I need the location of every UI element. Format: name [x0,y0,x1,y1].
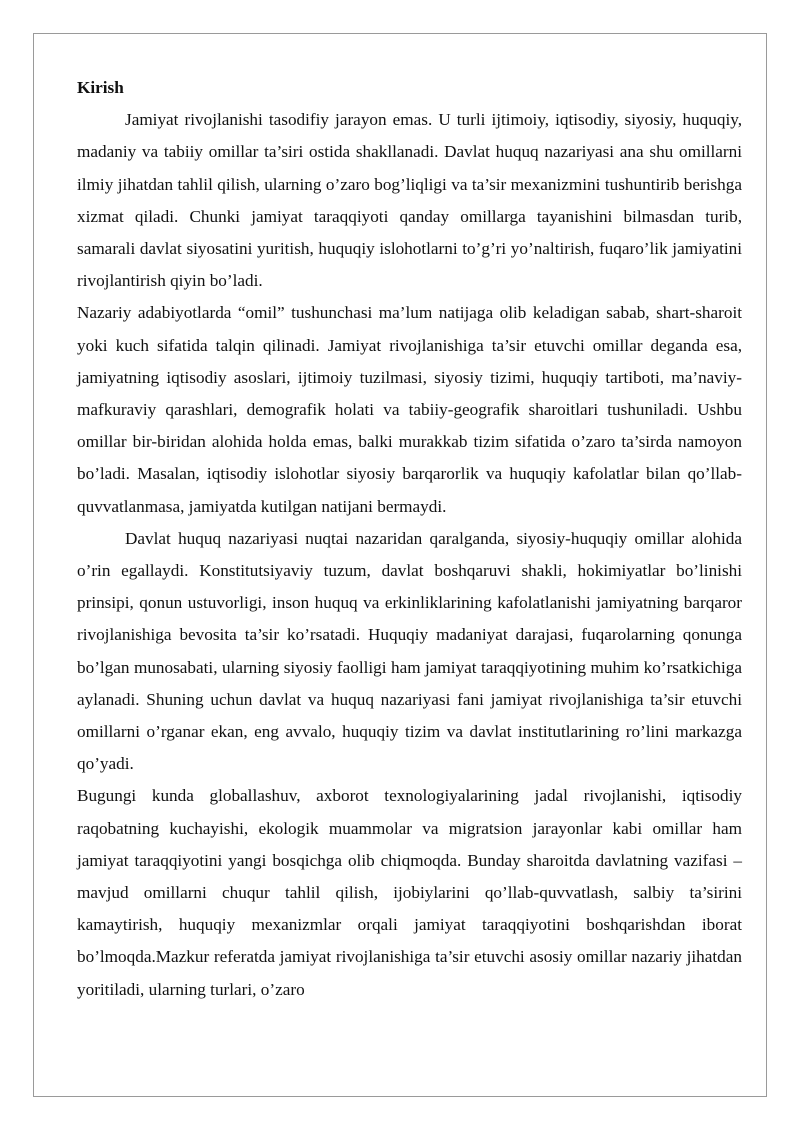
paragraph-4: Bugungi kunda globallashuv, axborot texnologiyalarining jadal rivojlanishi, iqtisodiy raqobatning kuchayishi, ekologik muammolar va migratsion jarayonlar kabi omillar ham jamiyat taraqqiyotini yangi bosqichga olib chiqmoqda. Bunday sharoitda davlatning vazifasi – mavjud omillarni chuqur tahlil qilish, ijobiylarini qo’llab-quvvatlash, salbiy ta’sirini kamaytirish, huquqiy mexanizmlar orqali jamiyat taraqqiyotini boshqarishdan iborat bo’lmoqda.Mazkur referatda jamiyat rivojlanishiga ta’sir etuvchi asosiy omillar nazariy jihatdan yoritiladi, ularning turlari, o’zaro [77,786,742,999]
section-heading: Kirish [77,78,124,97]
paragraph-1: Jamiyat rivojlanishi tasodifiy jarayon emas. U turli ijtimoiy, iqtisodiy, siyosiy, huquqiy, madaniy va tabiiy omillar ta’siri ostida shakllanadi. Davlat huquq nazariyasi ana shu omillarni ilmiy jihatdan tahlil qilish, ularning o’zaro bog’liqligi va ta’sir mexanizmini tushuntirib berishga xizmat qiladi. Chunki jamiyat taraqqiyoti qanday omillarga tayanishini bilmasdan turib, samarali davlat siyosatini yuritish, huquqiy islohotlarni to’g’ri yo’naltirish, fuqaro’lik jamiyatini rivojlantirish qiyin bo’ladi. [77,110,742,291]
document-body [77,72,742,1006]
paragraph-3: Davlat huquq nazariyasi nuqtai nazaridan qaralganda, siyosiy-huquqiy omillar alohida o’rin egallaydi. Konstitutsiyaviy tuzum, davlat boshqaruvi shakli, hokimiyatlar bo’linishi prinsipi, qonun ustuvorligi, inson huquq va erkinliklarining kafolatlanishi jamiyatning barqaror rivojlanishiga bevosita ta’sir ko’rsatadi. Huquqiy madaniyat darajasi, fuqarolarning qonunga bo’lgan munosabati, ularning siyosiy faolligi ham jamiyat taraqqiyotining muhim ko’rsatkichiga aylanadi. Shuning uchun davlat va huquq nazariyasi fani jamiyat rivojlanishiga ta’sir etuvchi omillarni o’rganar ekan, eng avvalo, huquqiy tizim va davlat institutlarining ro’lini markazga qo’yadi. [77,528,742,774]
paragraph-2: Nazariy adabiyotlarda “omil” tushunchasi ma’lum natijaga olib keladigan sabab, shart-sharoit yoki kuch sifatida talqin qilinadi. Jamiyat rivojlanishiga ta’sir etuvchi omillar deganda esa, jamiyatning iqtisodiy asoslari, ijtimoiy tuzilmasi, siyosiy tizimi, huquqiy tartiboti, ma’naviy-mafkuraviy qarashlari, demografik holati va tabiiy-geografik sharoitlari tushuniladi. Ushbu omillar bir-biridan alohida holda emas, balki murakkab tizim sifatida o’zaro ta’sirda namoyon bo’ladi. Masalan, iqtisodiy islohotlar siyosiy barqarorlik va huquqiy kafolatlar bilan qo’llab-quvvatlanmasa, jamiyatda kutilgan natijani bermaydi. [77,303,742,516]
